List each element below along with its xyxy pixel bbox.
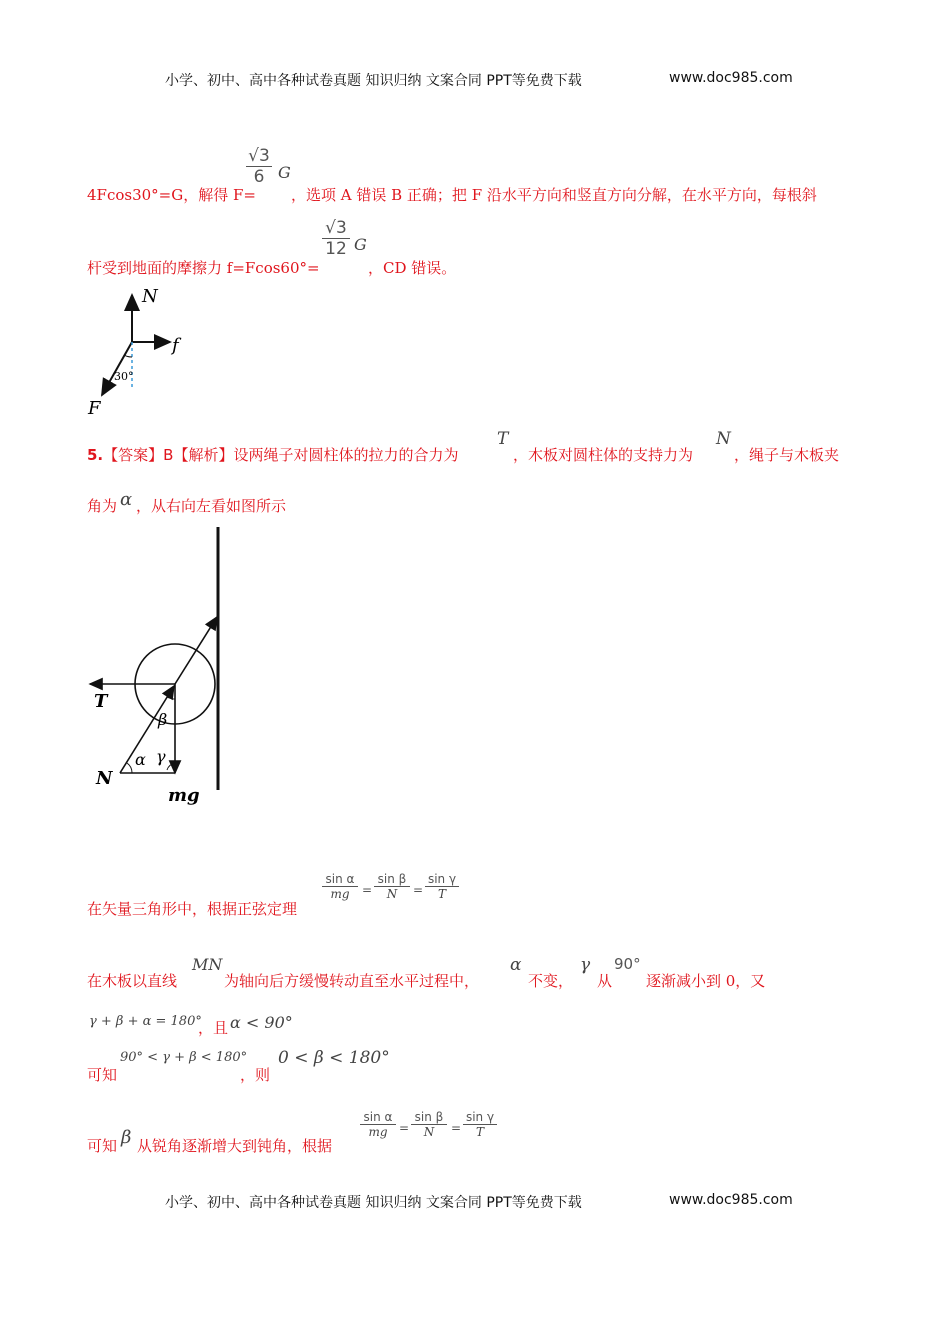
header-url[interactable]: www.doc985.com (669, 70, 793, 86)
q5-sym-n: N (716, 429, 731, 449)
rotate-gamma: γ (580, 955, 591, 975)
label-mg: mg (168, 785, 200, 806)
q5-sym-t: T (497, 429, 509, 449)
beta-arc (167, 697, 175, 699)
fraction-denominator: 6 (253, 167, 265, 187)
last-b: 从锐角逐渐增大到钝角，根据 (137, 1137, 333, 1155)
last-n1: sin α (363, 1110, 393, 1124)
label-F: F (88, 398, 101, 419)
footer-text: 小学、初中、高中各种试卷真题 知识归纳 文案合同 PPT等免费下载 (165, 1195, 582, 1211)
para1-suffix: ，选项 A 错误 B 正确；把 F 沿水平方向和竖直方向分解，在水平方向，每根斜 (291, 186, 817, 204)
last-n2: sin β (414, 1110, 444, 1124)
para1-fraction (246, 146, 272, 187)
q5-answer-tag: 【答案】 (103, 446, 164, 464)
rotate-mn: MN (192, 955, 223, 974)
label-beta: β (158, 710, 168, 729)
rotate-a: 在木板以直线 (87, 972, 178, 990)
label-alpha: α (135, 750, 146, 769)
last-d3: T (475, 1125, 484, 1139)
para1-prefix: 4Fcos30°=G，解得 F= (87, 186, 256, 204)
para1-fraction-g: G (278, 163, 291, 182)
law-n3: sin γ (427, 872, 457, 886)
force-diagram-2 (80, 520, 240, 810)
q5-number: 5. (87, 446, 104, 464)
force-diagram-1 (80, 285, 210, 425)
q5-analysis-tag: 【解析】 (173, 446, 234, 464)
header-text: 小学、初中、高中各种试卷真题 知识归纳 文案合同 PPT等免费下载 (165, 73, 582, 89)
law-d3: T (437, 887, 446, 901)
know-result: 0 < β < 180° (278, 1048, 390, 1068)
know-formula: 90° < γ + β < 180° (120, 1050, 248, 1065)
q5-answer: B (163, 446, 174, 464)
sum-formula: γ + β + α = 180° (89, 1014, 202, 1029)
q5-line2-a: 角为 (87, 497, 118, 515)
label-n: N (96, 768, 113, 789)
last-frac-2 (411, 1110, 447, 1139)
last-eq-2: = (451, 1121, 462, 1135)
rotate-d: 从 (597, 972, 613, 990)
last-a: 可知 (87, 1137, 118, 1155)
know-a: 可知 (87, 1066, 118, 1084)
alpha-arc (127, 763, 132, 773)
sum-cond: α < 90° (230, 1013, 293, 1032)
law-n2: sin β (377, 872, 407, 886)
F-arrow (102, 342, 132, 395)
q5-text1: 设两绳子对圆柱体的拉力的合力为 (233, 446, 459, 464)
law-frac-1 (322, 872, 358, 901)
sum-and: ，且 (198, 1019, 229, 1037)
law-eq-2: = (413, 883, 424, 897)
law-eq-1: = (362, 883, 373, 897)
rotate-deg90: 90° (614, 955, 641, 973)
fraction-numerator: √3 (248, 146, 270, 166)
rotate-c: 不变， (528, 972, 574, 990)
last-beta: β (121, 1127, 132, 1148)
q5-line1 (87, 444, 458, 465)
law-frac-2 (374, 872, 410, 901)
q5-line2-b: ，从右向左看如图所示 (136, 497, 287, 515)
law-n1: sin α (325, 872, 355, 886)
last-d1: mg (368, 1125, 388, 1139)
gamma-arc (167, 763, 175, 770)
law-text: 在矢量三角形中，根据正弦定理 (87, 900, 298, 918)
last-n3: sin γ (465, 1110, 495, 1124)
label-angle: 30° (114, 370, 134, 383)
label-gamma: γ (156, 747, 166, 766)
para2-prefix: 杆受到地面的摩擦力 f=Fcos60°= (87, 259, 320, 277)
last-eq-1: = (399, 1121, 410, 1135)
footer-url[interactable]: www.doc985.com (669, 1192, 793, 1208)
fraction-numerator: √3 (325, 218, 347, 238)
rope-arrow (175, 617, 217, 684)
last-frac-1 (360, 1110, 396, 1139)
n-arrow (120, 686, 174, 773)
rotate-alpha: α (510, 955, 522, 975)
label-t: T (94, 691, 108, 712)
law-d1: mg (330, 887, 350, 901)
fraction-denominator: 12 (325, 239, 347, 259)
last-frac-3 (463, 1110, 497, 1139)
rotate-e: 逐渐减小到 0，又 (646, 972, 766, 990)
page-footer (165, 1192, 582, 1212)
para2-suffix: ，CD 错误。 (368, 259, 457, 277)
para2-fraction-g: G (354, 235, 367, 254)
q5-sym-alpha: α (120, 489, 133, 510)
q5-text3: ，绳子与木板夹 (734, 446, 840, 464)
law-frac-3 (425, 872, 459, 901)
last-d2: N (423, 1125, 435, 1139)
law-d2: N (386, 887, 398, 901)
label-n: N (142, 286, 158, 307)
know-b: ，则 (240, 1066, 271, 1084)
para2-fraction (322, 218, 350, 259)
angle-arc (124, 355, 132, 357)
rotate-b: 为轴向后方缓慢转动直至水平过程中， (224, 972, 480, 990)
page-header (165, 70, 582, 90)
label-f: f (172, 335, 179, 356)
q5-text2: ，木板对圆柱体的支持力为 (513, 446, 694, 464)
